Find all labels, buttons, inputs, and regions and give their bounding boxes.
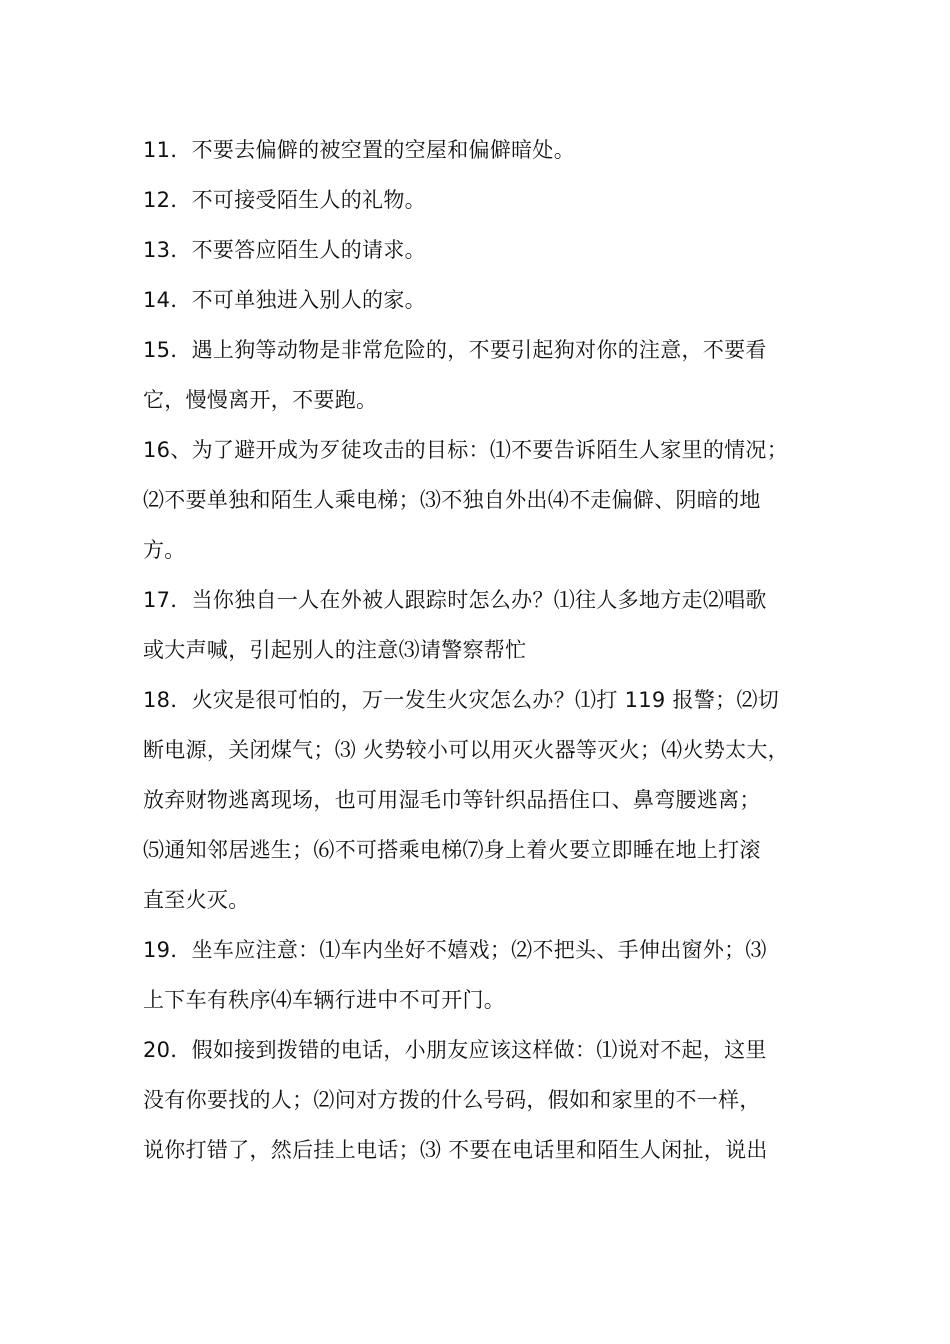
text-line: 说你打错了，然后挂上电话；⑶ 不要在电话里和陌生人闲扯，说出 — [143, 1138, 768, 1162]
text-line: 17．当你独自一人在外被人跟踪时怎么办？⑴往人多地方走⑵唱歌 — [143, 588, 767, 612]
text-line: 11．不要去偏僻的被空置的空屋和偏僻暗处。 — [143, 138, 576, 162]
text-line: ⑸通知邻居逃生；⑹不可搭乘电梯⑺身上着火要立即睡在地上打滚 — [143, 838, 761, 862]
text-line: 上下车有秩序⑷车辆行进中不可开门。 — [143, 988, 506, 1012]
text-line: 19．坐车应注意：⑴车内坐好不嬉戏；⑵不把头、手伸出窗外；⑶ — [143, 938, 767, 962]
text-line: 没有你要找的人；⑵问对方拨的什么号码，假如和家里的不一样， — [143, 1088, 761, 1112]
text-line: 16、为了避开成为歹徒攻击的目标：⑴不要告诉陌生人家里的情况； — [143, 438, 789, 462]
text-line: 或大声喊，引起别人的注意⑶请警察帮忙 — [143, 638, 527, 662]
text-line: 14．不可单独进入别人的家。 — [143, 288, 426, 312]
text-line: 它，慢慢离开，不要跑。 — [143, 388, 378, 412]
text-line: 直至火灭。 — [143, 888, 250, 912]
text-line: 15．遇上狗等动物是非常危险的，不要引起狗对你的注意，不要看 — [143, 338, 767, 362]
text-line: 方。 — [143, 538, 186, 562]
text-line: 12．不可接受陌生人的礼物。 — [143, 188, 426, 212]
text-line: 放弃财物逃离现场，也可用湿毛巾等针织品捂住口、鼻弯腰逃离； — [143, 788, 761, 812]
text-line: 13．不要答应陌生人的请求。 — [143, 238, 426, 262]
text-line: ⑵不要单独和陌生人乘电梯；⑶不独自外出⑷不走偏僻、阴暗的地 — [143, 488, 761, 512]
text-line: 20．假如接到拨错的电话，小朋友应该这样做：⑴说对不起，这里 — [143, 1038, 767, 1062]
text-line: 断电源，关闭煤气；⑶ 火势较小可以用灭火器等灭火；⑷火势太大， — [143, 738, 789, 762]
text-line: 18．火灾是很可怕的，万一发生火灾怎么办？⑴打 119 报警；⑵切 — [143, 688, 780, 712]
